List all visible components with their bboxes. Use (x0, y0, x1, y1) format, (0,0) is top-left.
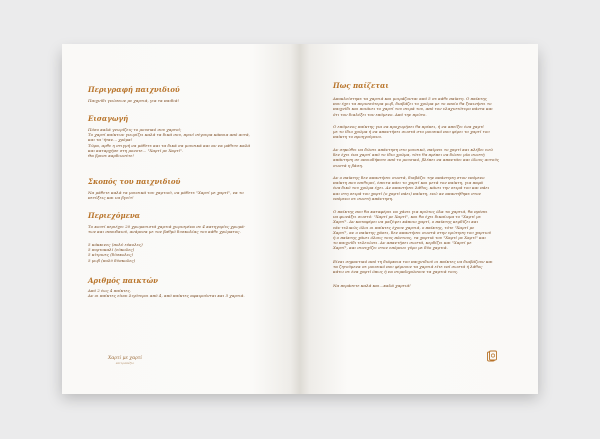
contents-item-red: 5 κόκκινες (πολύ εύκολες) (88, 242, 143, 247)
rules-p6-line-2: τα ζητούμενα σε μουσικό που φέρνουν τα χαρτιά είτε επί σωστά ή λάθος (333, 264, 483, 270)
intro-line-5: και καταρχήσε στη μονοτε... "Χαρτί με Χαρτί". (88, 147, 184, 153)
rules-p5-line-5: Χαρτί", αν ο παίκτης χάσει, δεν απαντήσει σωστά στην ερώτηση του χαρτιού (333, 229, 492, 235)
rules-p5-line-7: το παιχνίδι τελειώνει. Αν απαντήσει σωστά, κερδίζει και "Χαρτί με (333, 240, 472, 246)
contents-line-1: Το κουτί περιέχει 20 χρωματιστά χαρτιά χωρισμένα σε 4 κατηγορίες χρωμά- (88, 224, 246, 229)
game-logo-subtitle: επιτραπέζιο (115, 361, 135, 365)
intro-line-6: Θα βρεσε καρδιωσέτε! (88, 153, 134, 158)
rules-p4-line-4: και στη σειρά του χαρτί (ο χαρτί πάει) παίκτη, ενώ αν απαντήθηκε στον (333, 190, 481, 196)
contents-item-purple: 5 μωβ (πολύ δύσκολες) (88, 257, 136, 263)
players-line-2: Αν οι παίκτες είναι λιγότεροι από 4, από παίκτες αφαιρούνται και 5 χαρτιά. (88, 293, 245, 299)
goal-line-2: πετύξεις και να βγείτ! (88, 195, 134, 201)
left-page (62, 44, 300, 394)
rules-p3-line-1: Αν σηκώθει να δώσει απάντηση στο μουσικό, παίρνει το χαρτί και κλέβει ενώ (333, 147, 493, 152)
rules-p5-line-3: Χαρτί". Αν καταφέρει να μαζέψει κάποιο χαρτί, ο παίκτης κερδίζει και (333, 219, 479, 225)
contents-line-2: των και σπουδαιού, ανάμεσα με τον βαθμό δυσκολίας του κάθε χρώματος. (88, 229, 241, 235)
rules-p3-line-3: απάντηση σε οποιοδήποτε από το μουσικό, βλέπει να απαντάει και όλους αυτούς (333, 157, 499, 163)
rules-p4-line-3: ένα δικό του χρώμα έχει. Αν απαντήσει λάθος, κάνει την σειρά του και πάει (333, 185, 490, 191)
rules-p5-line-2: να φωνάξει σωστό: "Χαρτί με Χαρτί", και θα έχει δικαίωμα το "Χαρτί με (333, 214, 481, 220)
rules-p1-line-4: ότι τον διαλέξει τον επόμενο. Από την πρώτο. (333, 111, 427, 117)
rules-p1-line-2: που έχει τα περισσότερα μωβ, διαβάζει το χρώμα με το οποίο θα ξεκινήσει το (333, 101, 492, 107)
rules-p5-line-6: ή ο παίκτης χάνει όλους τους πόντους, τα χαρτιά του "Χαρτί με Χαρτί" και (333, 235, 486, 240)
card-deck-icon (486, 350, 498, 362)
rules-p5-line-8: Χαρτί", και συνεχίζει στον επόμενο γύρο με δύο χαρτιά. (333, 245, 448, 251)
description-line-1: Παιχνίδι γνώσεων με χαρτιά, για τα παιδιά! (88, 98, 180, 103)
game-logo (108, 356, 142, 366)
intro-line-1: Πόσο καλά γνωρίζεις το μουσικό σου χαρτοί; (88, 127, 182, 132)
section-heading-description: Περιγραφή παιχνιδιού (88, 85, 180, 94)
section-heading-how-to-play: Πως παίζεται (333, 81, 389, 90)
contents-item-yellow: 5 κίτρινες (δύσκολες) (88, 252, 133, 258)
contents-item-orange: 5 πορτοκαλί (εύκολες) (88, 247, 135, 253)
game-logo-title: Χαρτί με χαρτί (108, 356, 143, 361)
section-heading-players: Αριθμός παικτών (88, 276, 159, 285)
rules-p2-line-3: παίκτη το προηγούμενο. (333, 134, 383, 140)
rules-p6-line-1: Είναι σημαντικό από τη διάρκεια του παιχνιδιού οι παίκτες να διαβάζουν και (333, 259, 493, 264)
rules-closing-line: Να περάσετε καλά και...καλά χαρτιά! (333, 283, 411, 288)
rules-p4-line-2: παίκτη που επιθυμεί, έπειτα πάει το χαρτί και μετά τον παίκτη, για παρά (333, 180, 484, 186)
rules-p1-line-3: παιχνίδι και ποιάνει το χαρτί του σειρά του, από τον ελαχιστότερο πάντα και (333, 106, 493, 112)
rules-p1-line-1: Αποκλείστηκε τα χαρτιά και μοιράζονται από 5 σε κάθε παίκτη. Ο παίκτης (333, 96, 487, 101)
intro-line-4: Τώρα, αρθε η στιγμή να μάθετε και τα δικά σα μουσικά και αν να μάθετε καλά (88, 142, 251, 148)
section-heading-introduction: Εισαγωγή (88, 114, 129, 123)
rules-p5-line-4: εάν τελικώς όλοι οι παίκτες έχουν χαρτιά, ο παίκτης, τότε "Χαρτί με (333, 224, 475, 230)
right-page (300, 44, 538, 394)
section-heading-goal: Σκοπός του παιχνιδιού (88, 177, 181, 186)
rules-p2-line-2: με το ίδιο χρώμα ή να απαντήσει σωστά στο μουσικό που φέρει το χαρτί του (333, 129, 490, 135)
section-heading-contents: Περιεχόμενα (88, 211, 141, 220)
goal-line-1: Να μάθετε καλά τα μουσικά του χαρτιού, να μάθετε "Χαρτί με χαρτί", να το (88, 190, 244, 195)
intro-line-3: και τα 'ήταν... χρόμα! (88, 137, 133, 143)
players-line-1: Από 2 έως 4 παίκτες. (88, 288, 132, 293)
rules-p4-line-1: Αν ο παίκτης δεν απαντήσει σωστά, διαβάζει την απάντηση στον επόμενο (333, 175, 485, 180)
intro-line-2: Το χαρτί παίκτων γνωρίζει καλά τα δικά σου, πρινί σέγουρα κάποια από αυτά, (88, 132, 250, 138)
rules-p6-line-3: κάτω σε ένα χαρτί όπως ή να συμπληρώσουν τα χαρτιά τους. (333, 269, 459, 275)
rules-p3-line-2: δεν έχει ένα χαρτί από το ίδιο χρώμα, τότε θα πρέπει να δώσει μία σωστή (333, 152, 485, 158)
rules-p4-line-5: επόμενο σε σωστή απάντηση. (333, 195, 394, 201)
rules-p3-line-4: σωστά η βάση. (333, 162, 363, 168)
rules-p5-line-1: Ο παίκτης που θα καταφέρει να χάνει για πρώτος όλα τα χαρτιά, θα πρέπει (333, 209, 488, 214)
rules-p2-line-1: Ο επόμενος παίκτης για να προχωρήσει θα πρέπει, ή να απείξει ένα χαρτί (333, 124, 484, 129)
